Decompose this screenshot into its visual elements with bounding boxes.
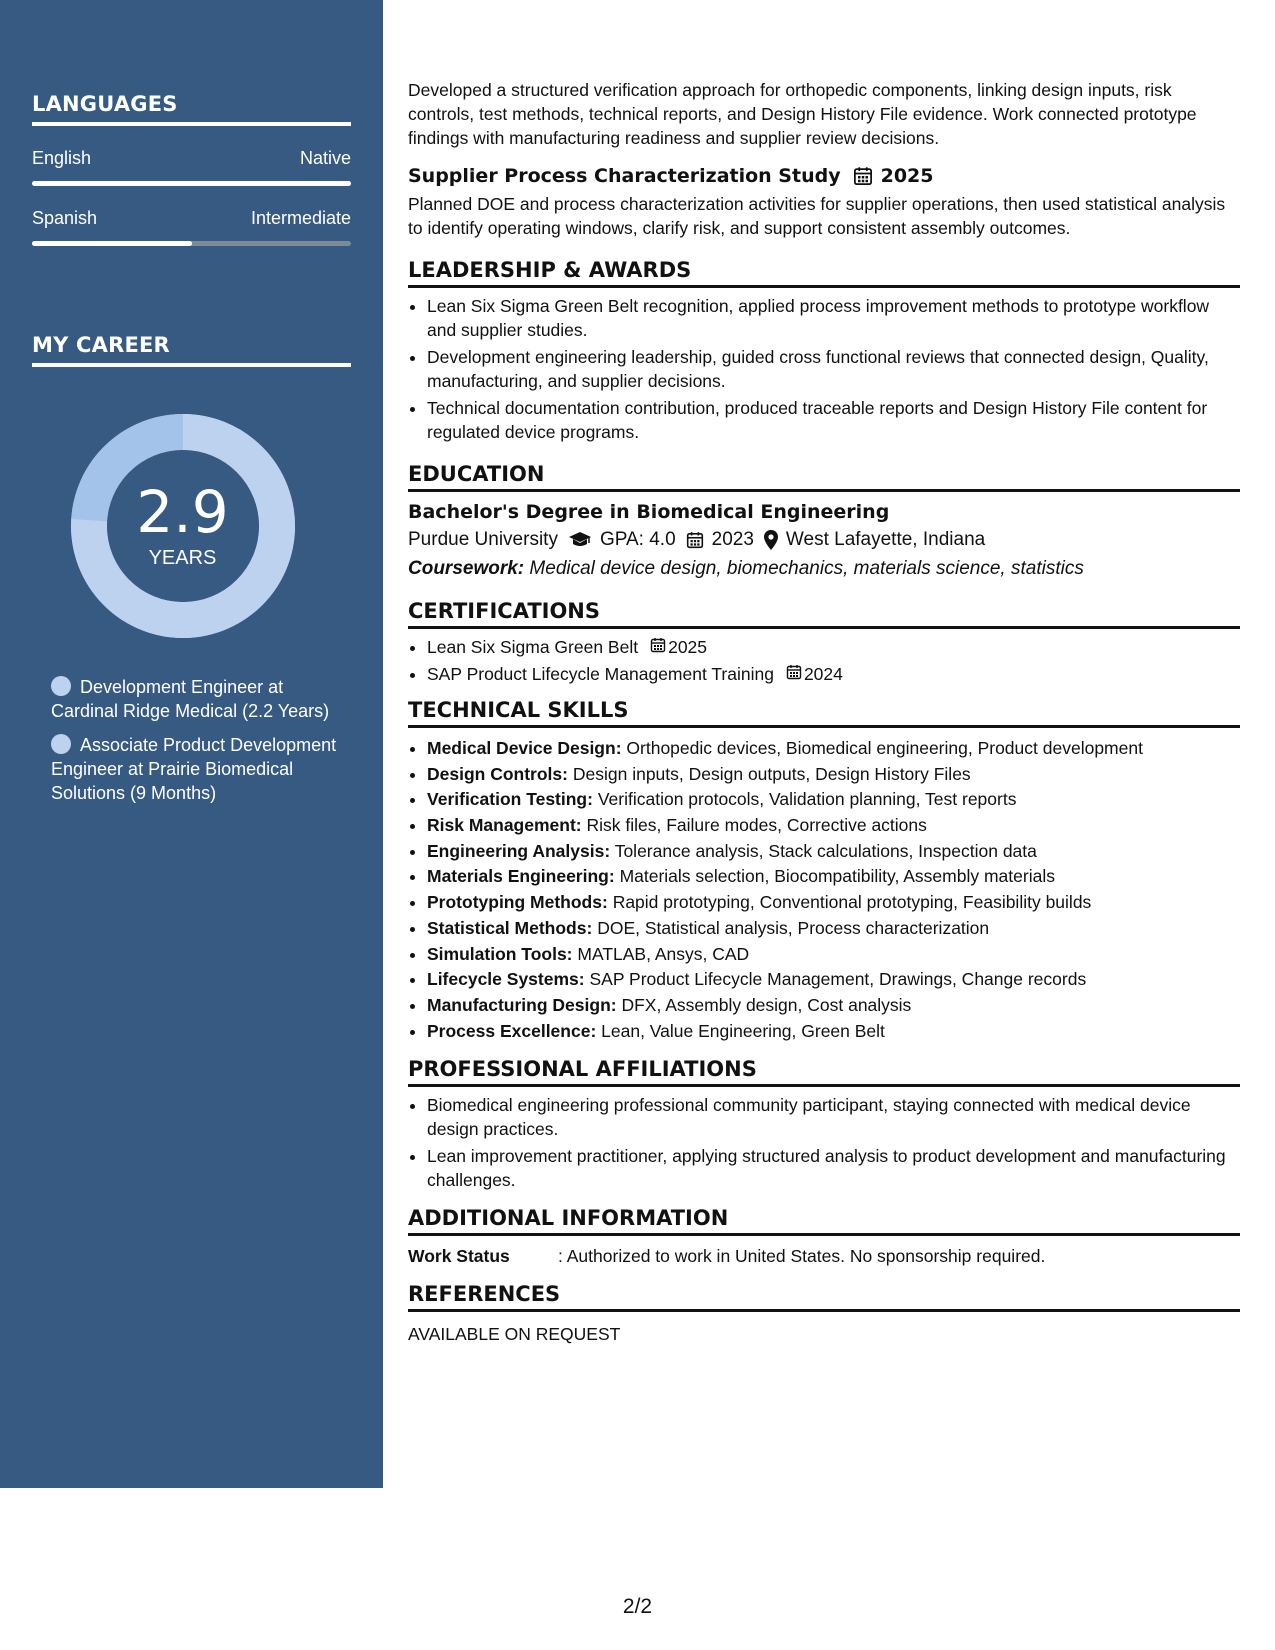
language-item xyxy=(32,208,351,246)
career-dot-icon xyxy=(51,734,71,754)
language-row xyxy=(32,208,351,229)
skills-heading: TECHNICAL SKILLS xyxy=(408,698,1240,728)
language-proficiency-bar xyxy=(32,241,351,246)
additional-section xyxy=(408,1206,1240,1268)
career-item xyxy=(51,675,351,723)
skill-item xyxy=(427,967,1240,991)
coursework-text: Medical device design, biomechanics, materials science, statistics xyxy=(529,558,1084,579)
education-school: Purdue University xyxy=(408,529,558,550)
skills-section xyxy=(408,698,1240,1043)
sidebar xyxy=(0,0,383,1488)
certification-name: Lean Six Sigma Green Belt xyxy=(427,637,639,657)
education-meta xyxy=(408,528,1240,552)
education-degree: Bachelor's Degree in Biomedical Engineering xyxy=(408,501,890,523)
references-text: AVAILABLE ON REQUEST xyxy=(408,1323,621,1344)
education-heading: EDUCATION xyxy=(408,462,1240,492)
skill-label: Process Excellence: xyxy=(427,1020,597,1041)
references-section xyxy=(408,1282,1240,1346)
skill-label: Manufacturing Design: xyxy=(427,994,617,1015)
language-level: Intermediate xyxy=(250,208,351,228)
page-number: 2/2 xyxy=(622,1595,653,1618)
skill-item xyxy=(427,942,1240,966)
skill-item xyxy=(427,890,1240,914)
skill-item xyxy=(427,762,1240,786)
calendar-icon xyxy=(853,166,873,186)
language-item xyxy=(32,148,351,186)
skill-label: Prototyping Methods: xyxy=(427,892,608,913)
skill-item xyxy=(427,1019,1240,1043)
certifications-list xyxy=(408,635,1240,686)
list-item: • Development engineering leadership, guided cross functional reviews that connected design, Quality, manufacturing, and supplier decisions. xyxy=(427,345,1240,393)
graduation-cap-icon xyxy=(568,531,592,549)
language-list xyxy=(32,148,351,246)
skill-value: DFX, Assembly design, Cost analysis xyxy=(621,994,912,1015)
skill-item xyxy=(427,916,1240,940)
references-heading: REFERENCES xyxy=(408,1282,1240,1312)
skill-label: Engineering Analysis: xyxy=(427,840,611,861)
list-item: • Lean improvement practitioner, applying structured analysis to product development and manufacturing challenges. xyxy=(427,1144,1240,1192)
work-status-label: Work Status xyxy=(408,1245,510,1266)
language-level: Native xyxy=(299,148,351,168)
skill-value: Materials selection, Biocompatibility, Assembly materials xyxy=(619,866,1055,887)
education-section xyxy=(408,462,1240,581)
coursework-label: Coursework: xyxy=(408,558,525,579)
career-donut-chart xyxy=(70,413,296,639)
skills-list xyxy=(408,736,1240,1043)
skill-value: Orthopedic devices, Biomedical engineering, Product development xyxy=(626,738,1143,758)
certifications-heading: CERTIFICATIONS xyxy=(408,599,1240,629)
certifications-section xyxy=(408,599,1240,686)
language-proficiency-fill xyxy=(32,241,192,246)
certification-year: 2025 xyxy=(668,637,708,657)
certification-item xyxy=(427,635,1240,659)
language-name: Spanish xyxy=(32,208,98,228)
calendar-icon xyxy=(686,531,704,549)
intro-paragraph: Developed a structured verification approach for orthopedic components, linking design inputs, risk controls, test methods, technical reports, and Design History File evidence. Work connected prototype findings with manufacturing readiness and supplier review decisions. xyxy=(408,80,1197,148)
affiliations-section xyxy=(408,1057,1240,1192)
skill-item xyxy=(427,787,1240,811)
location-pin-icon xyxy=(764,530,778,550)
career-total-unit: YEARS xyxy=(148,546,217,569)
certification-item xyxy=(427,662,1240,686)
education-coursework xyxy=(408,557,1240,581)
main-content xyxy=(408,78,1240,1346)
donut-center xyxy=(70,413,296,639)
skill-item xyxy=(427,864,1240,888)
skill-label: Simulation Tools: xyxy=(427,943,573,964)
skill-value: MATLAB, Ansys, CAD xyxy=(577,943,750,964)
project-year: 2025 xyxy=(880,165,934,187)
affiliations-heading: PROFESSIONAL AFFILIATIONS xyxy=(408,1057,1240,1087)
skill-item xyxy=(427,736,1240,760)
skill-value: Verification protocols, Validation planning, Test reports xyxy=(597,789,1017,810)
career-dot-icon xyxy=(51,676,71,696)
project-date xyxy=(853,164,934,188)
leadership-section xyxy=(408,258,1240,444)
skill-label: Risk Management: xyxy=(427,815,582,836)
skill-value: SAP Product Lifecycle Management, Drawings, Change records xyxy=(589,969,1087,990)
skill-item xyxy=(427,839,1240,863)
skill-item xyxy=(427,813,1240,837)
languages-heading: LANGUAGES xyxy=(32,92,351,126)
skill-label: Materials Engineering: xyxy=(427,866,615,887)
calendar-icon xyxy=(786,664,802,680)
education-location: West Lafayette, Indiana xyxy=(785,529,986,550)
work-status-row xyxy=(408,1244,1240,1268)
skill-label: Medical Device Design: xyxy=(427,738,622,758)
skill-label: Lifecycle Systems: xyxy=(427,969,585,990)
language-row xyxy=(32,148,351,169)
certification-year: 2024 xyxy=(803,664,843,684)
career-item-text: Associate Product Development Engineer at Prairie Biomedical Solutions (9 Months) xyxy=(51,735,337,803)
career-total-value: 2.9 xyxy=(136,477,229,546)
education-year: 2023 xyxy=(711,529,754,550)
career-list xyxy=(32,675,351,805)
additional-heading: ADDITIONAL INFORMATION xyxy=(408,1206,1240,1236)
skill-value: Lean, Value Engineering, Green Belt xyxy=(601,1020,885,1041)
skill-value: Tolerance analysis, Stack calculations, Inspection data xyxy=(614,840,1037,861)
career-section xyxy=(32,333,351,815)
calendar-icon xyxy=(650,637,666,653)
career-item xyxy=(51,733,351,805)
language-proficiency-fill xyxy=(32,181,351,186)
language-name: English xyxy=(32,148,92,168)
skill-item xyxy=(427,993,1240,1017)
languages-section xyxy=(32,92,351,246)
work-status-value: : Authorized to work in United States. No sponsorship required. xyxy=(558,1245,1046,1266)
skill-label: Design Controls: xyxy=(427,763,568,784)
skill-label: Verification Testing: xyxy=(427,789,593,810)
affiliations-list xyxy=(408,1093,1240,1192)
education-gpa: GPA: 4.0 xyxy=(599,529,676,550)
certification-name: SAP Product Lifecycle Management Training xyxy=(427,664,774,684)
skill-label: Statistical Methods: xyxy=(427,917,593,938)
skill-value: Design inputs, Design outputs, Design History Files xyxy=(572,763,971,784)
language-proficiency-bar xyxy=(32,181,351,186)
skill-value: DOE, Statistical analysis, Process characterization xyxy=(597,917,990,938)
project-title-row xyxy=(408,164,1240,188)
leadership-list xyxy=(408,294,1240,444)
project-title: Supplier Process Characterization Study xyxy=(408,165,841,187)
list-item: • Biomedical engineering professional community participant, staying connected with medical device design practices. xyxy=(427,1093,1240,1141)
leadership-heading: LEADERSHIP & AWARDS xyxy=(408,258,1240,288)
list-item: • Lean Six Sigma Green Belt recognition, applied process improvement methods to prototype workflow and supplier studies. xyxy=(427,294,1240,342)
project-description: Planned DOE and process characterization activities for supplier operations, then used statistical analysis to identify operating windows, clarify risk, and support consistent assembly outcomes. xyxy=(408,194,1226,238)
skill-value: Rapid prototyping, Conventional prototyping, Feasibility builds xyxy=(612,892,1092,913)
career-heading: MY CAREER xyxy=(32,333,351,367)
career-item-text: Development Engineer at Cardinal Ridge Medical (2.2 Years) xyxy=(51,677,330,721)
list-item: • Technical documentation contribution, produced traceable reports and Design History File content for regulated device programs. xyxy=(427,396,1240,444)
skill-value: Risk files, Failure modes, Corrective actions xyxy=(586,815,927,836)
